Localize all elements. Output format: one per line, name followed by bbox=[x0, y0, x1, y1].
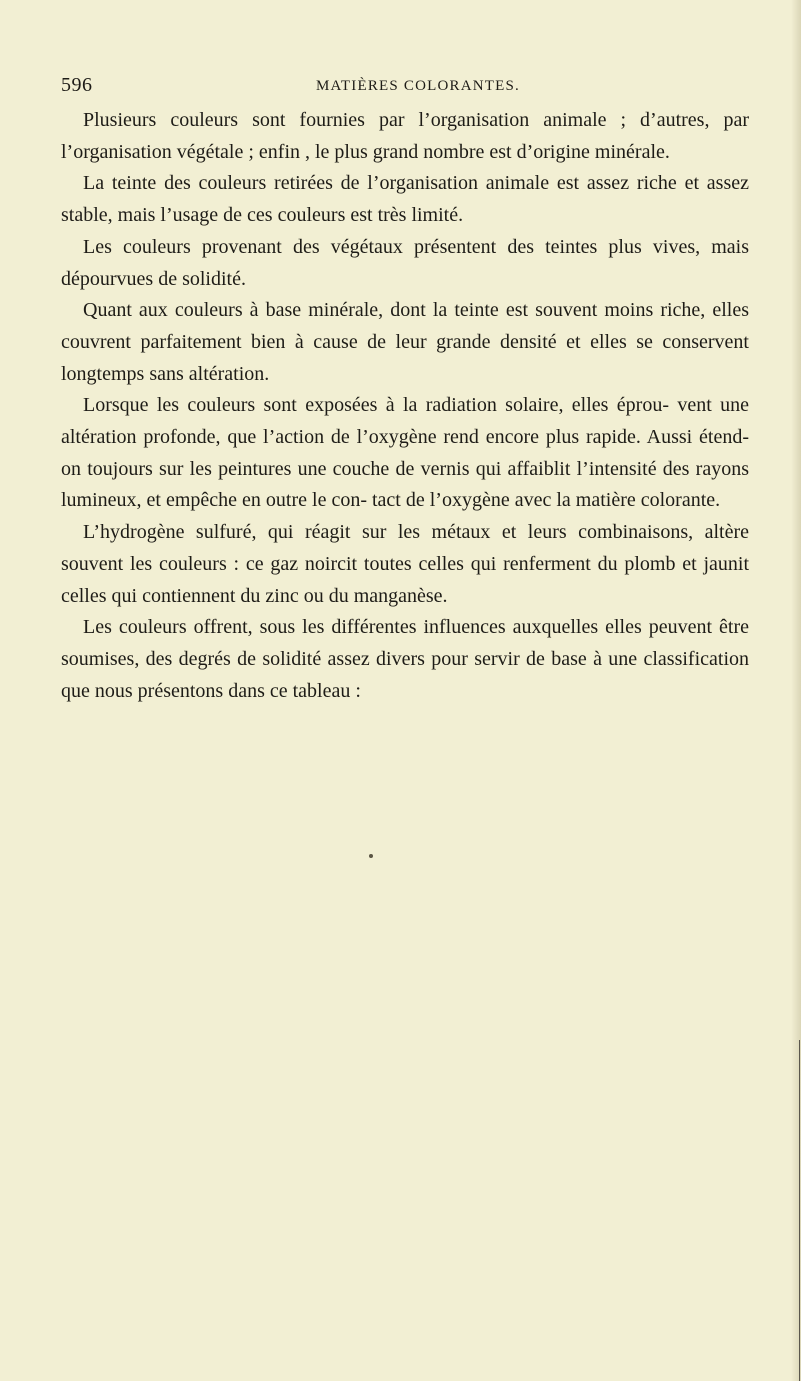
paragraph-vegetable-colors: Les couleurs provenant des végétaux présentent des teintes plus vives, mais dépourvues de solidité. bbox=[61, 235, 749, 290]
page-header bbox=[61, 74, 751, 98]
page-number: 596 bbox=[61, 74, 93, 96]
body-text bbox=[61, 105, 749, 707]
paragraph-hydrogen-sulfide: L’hydrogène sulfuré, qui réagit sur les métaux et leurs combinaisons, altère souvent les couleurs : ce gaz noircit toutes celles qui renferment du plomb et jaunit celles qui contiennent du zinc ou du manganèse. bbox=[61, 521, 749, 607]
paragraph-mineral-colors: Quant aux couleurs à base minérale, dont la teinte est souvent moins riche, elles couvrent parfaitement bien à cause de leur grande densité et elles se conservent longtemps sans altération. bbox=[61, 299, 749, 385]
paragraph-origins: Plusieurs couleurs sont fournies par l’organisation animale ; d’autres, par l’organisation végétale ; enfin , le plus grand nombre est d’origine minérale. bbox=[61, 109, 749, 163]
page-edge-line bbox=[799, 1040, 800, 1381]
paper-speck bbox=[369, 854, 373, 858]
paragraph-animal-colors: La teinte des couleurs retirées de l’organisation animale est assez riche et assez stable, mais l’usage de ces couleurs est très limité. bbox=[61, 172, 749, 227]
paragraph-classification: Les couleurs offrent, sous les différentes influences auxquelles elles peuvent être soumises, des degrés de solidité assez divers pour servir de base à une classification que nous présentons dans ce tableau : bbox=[61, 616, 749, 702]
paragraph-solar-radiation: Lorsque les couleurs sont exposées à la radiation solaire, elles éprou- vent une altération profonde, que l’action de l’oxygène rend encore plus rapide. Aussi étend-on toujours sur les peintures une couche de vernis qui affaiblit l’intensité des rayons lumineux, et empêche en outre le con- tact de l’oxygène avec la matière colorante. bbox=[61, 394, 749, 512]
running-head: MATIÈRES COLORANTES. bbox=[316, 78, 521, 94]
